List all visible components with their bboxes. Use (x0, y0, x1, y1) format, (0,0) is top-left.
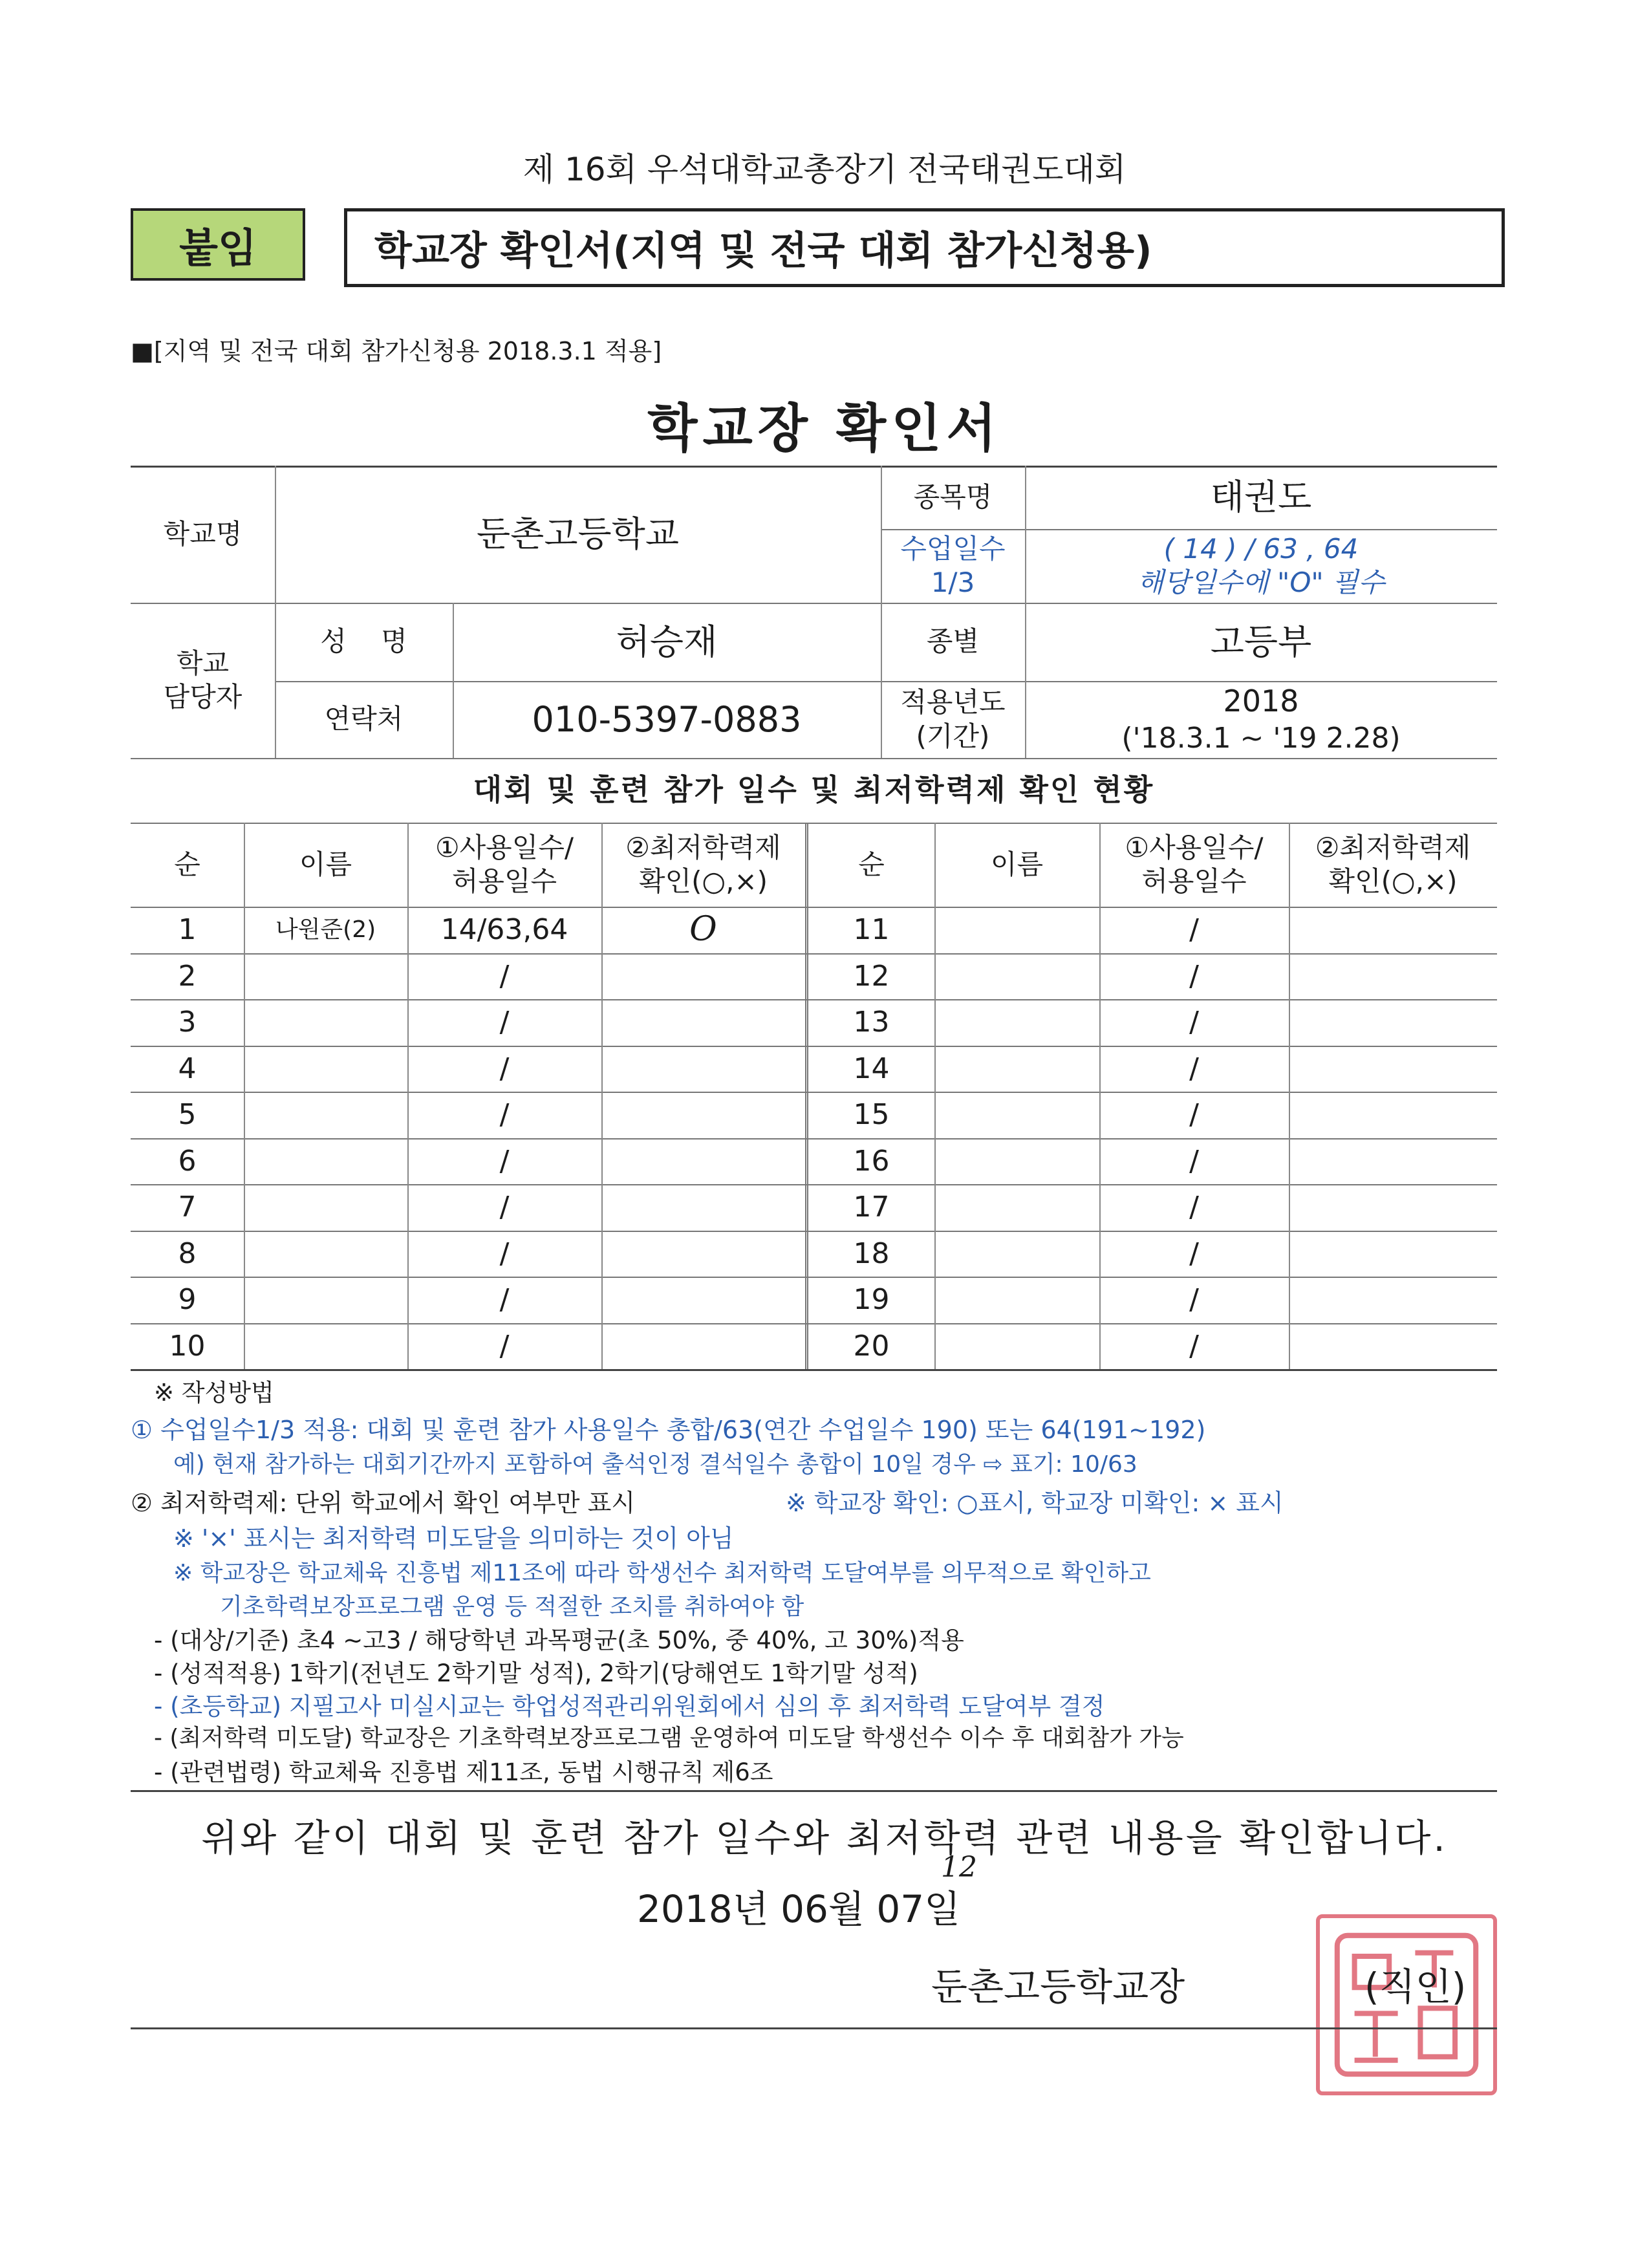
cell-name (934, 1092, 1099, 1138)
notes-rule (131, 1790, 1497, 1792)
header-days: ①사용일수/ 허용일수 (1125, 831, 1264, 897)
phone-value: 010-5397-0883 (532, 698, 802, 740)
cell-no: 16 (853, 1144, 890, 1178)
cell-check: O (689, 910, 717, 949)
cell-check (1289, 1046, 1497, 1092)
header-days: ①사용일수/ 허용일수 (435, 831, 574, 897)
cell-no: 18 (853, 1237, 890, 1270)
note-6: - (성적적용) 1학기(전년도 2학기말 성적), 2학기(당해연도 1학기말 성적) (154, 1659, 918, 1687)
header-check: ②최저학력제 확인(○,×) (625, 831, 781, 897)
cell-no: 4 (178, 1052, 197, 1085)
sport-value: 태권도 (1210, 477, 1312, 518)
principal-title: 둔촌고등학교장 (931, 1965, 1185, 2009)
cell-check (601, 953, 805, 1000)
note-2a: ② 최저학력제: 단위 학교에서 확인 여부만 표시 (131, 1489, 636, 1517)
note-7: - (초등학교) 지필고사 미실시교는 학업성적관리위원회에서 심의 후 최저학력 도달여부 결정 (154, 1692, 1105, 1720)
note-1: ① 수업일수1/3 적용: 대회 및 훈련 참가 사용일수 총합/63(연간 수업일수 190) 또는 64(191~192) (131, 1416, 1206, 1444)
sport-label: 종목명 (913, 481, 993, 513)
note-4b: 기초학력보장프로그램 운영 등 적절한 조치를 취하여야 함 (220, 1593, 804, 1620)
event-title: 제 16회 우석대학교총장기 전국태권도대회 (523, 151, 1126, 188)
cell-no: 10 (169, 1329, 206, 1363)
cell-name (934, 1323, 1099, 1370)
table-bottom-rule (131, 1369, 1497, 1371)
school-label: 학교명 (163, 517, 242, 550)
cell-days: / (499, 1006, 510, 1039)
cell-name (244, 1138, 407, 1185)
date: 2018년 06월 07일 (637, 1887, 961, 1931)
header-no: 순 (174, 848, 200, 880)
division-value: 고등부 (1210, 621, 1312, 662)
name-label: 성 명 (320, 625, 407, 658)
cell-no: 7 (178, 1191, 197, 1224)
note-5: - (대상/기준) 초4 ~고3 / 해당학년 과목평균(초 50%, 중 40%, 고 30%)적용 (154, 1626, 964, 1654)
cell-name (934, 1138, 1099, 1185)
cell-no: 17 (853, 1191, 890, 1224)
cell-days: / (499, 1191, 510, 1224)
main-title: 학교장 확인서 (647, 398, 1002, 459)
cell-days: / (499, 1052, 510, 1085)
cell-days: / (499, 1237, 510, 1270)
cell-days: / (499, 1098, 510, 1132)
contact-label: 학교 담당자 (163, 647, 242, 713)
phone-label: 연락처 (324, 703, 404, 735)
cell-days: / (1189, 1144, 1199, 1178)
cell-no: 15 (853, 1098, 890, 1132)
cell-no: 20 (853, 1329, 890, 1363)
class-days-value: ( 14 ) / 63 , 64 해당일수에 "O" 필수 (1137, 532, 1385, 598)
cell-name: 나원준(2) (275, 916, 376, 944)
cell-name (934, 1231, 1099, 1277)
cell-name (934, 999, 1099, 1046)
cell-check (601, 1323, 805, 1370)
header-name: 이름 (990, 848, 1044, 880)
cell-no: 12 (853, 959, 890, 993)
cell-no: 11 (853, 913, 890, 947)
cell-days: / (1189, 1191, 1199, 1224)
cell-name (244, 1277, 407, 1323)
note-3: ※ '×' 표시는 최저학력 미도달을 의미하는 것이 아님 (173, 1524, 734, 1553)
cell-name (244, 999, 407, 1046)
cell-name (934, 907, 1099, 953)
cell-no: 5 (178, 1098, 197, 1132)
bottom-rule (131, 2027, 1497, 2029)
class-days-label: 수업일수 1/3 (900, 532, 1006, 598)
cell-check (1289, 1184, 1497, 1231)
cell-name (934, 1184, 1099, 1231)
cell-check (1289, 907, 1497, 953)
cell-check (1289, 999, 1497, 1046)
cell-check (601, 1138, 805, 1185)
year-value: 2018 ('18.3.1 ~ '19 2.28) (1121, 684, 1401, 755)
cell-check (601, 1277, 805, 1323)
cell-name (934, 953, 1099, 1000)
cell-check (1289, 1277, 1497, 1323)
contact-name: 허승재 (616, 621, 718, 662)
cell-check (1289, 953, 1497, 1000)
note-2b: ※ 학교장 확인: ○표시, 학교장 미확인: × 표시 (786, 1489, 1284, 1517)
cell-name (934, 1277, 1099, 1323)
cell-check (601, 999, 805, 1046)
cell-no: 8 (178, 1237, 197, 1270)
header-check: ②최저학력제 확인(○,×) (1315, 831, 1471, 897)
note-1b: 예) 현재 참가하는 대회기간까지 포함하여 출석인정 결석일수 총합이 10일 경우 ⇨ 표기: 10/63 (173, 1451, 1137, 1478)
table-title: 대회 및 훈련 참가 일수 및 최저학력제 확인 현황 (473, 772, 1155, 808)
cell-name (244, 1046, 407, 1092)
cell-days: / (499, 1283, 510, 1317)
cell-days: / (499, 1144, 510, 1178)
cell-days: / (1189, 959, 1199, 993)
cell-no: 13 (853, 1006, 890, 1039)
note-4: ※ 학교장은 학교체육 진흥법 제11조에 따라 학생선수 최저학력 도달여부를 의무적으로 확인하고 (173, 1560, 1151, 1586)
cell-check (601, 1092, 805, 1138)
cell-name (244, 1231, 407, 1277)
cell-days: / (499, 959, 510, 993)
cell-days: 14/63,64 (440, 913, 568, 947)
cell-name (934, 1046, 1099, 1092)
cell-days: / (1189, 1329, 1199, 1363)
seal-label: (직인) (1364, 1965, 1467, 2009)
cell-no: 9 (178, 1283, 197, 1317)
attachment-badge: 붙임 (131, 208, 305, 281)
document-title: 학교장 확인서(지역 및 전국 대회 참가신청용) (344, 208, 1505, 287)
cell-check (1289, 1092, 1497, 1138)
applies-note: ■[지역 및 전국 대회 참가신청용 2018.3.1 적용] (131, 337, 662, 365)
cell-check (1289, 1323, 1497, 1370)
cell-no: 3 (178, 1006, 197, 1039)
cell-days: / (1189, 1052, 1199, 1085)
cell-no: 1 (178, 913, 197, 947)
cell-no: 14 (853, 1052, 890, 1085)
cell-days: / (1189, 1283, 1199, 1317)
cell-days: / (1189, 1006, 1199, 1039)
cell-days: / (499, 1329, 510, 1363)
cell-name (244, 1092, 407, 1138)
cell-days: / (1189, 1098, 1199, 1132)
note-8: - (최저학력 미도달) 학교장은 기초학력보장프로그램 운영하여 미도달 학생선수 이수 후 대회참가 가능 (154, 1725, 1184, 1751)
header-no: 순 (858, 848, 885, 880)
cell-no: 6 (178, 1144, 197, 1178)
year-label: 적용년도 (기간) (900, 686, 1006, 752)
cell-name (244, 953, 407, 1000)
cell-check (601, 1046, 805, 1092)
cell-check (601, 1184, 805, 1231)
notes-heading: ※ 작성방법 (154, 1379, 274, 1407)
cell-check (1289, 1231, 1497, 1277)
cell-name (244, 1184, 407, 1231)
cell-no: 19 (853, 1283, 890, 1317)
cell-days: / (1189, 913, 1199, 947)
cell-check (601, 1231, 805, 1277)
header-name: 이름 (299, 848, 352, 880)
cell-days: / (1189, 1237, 1199, 1270)
closing-statement: 위와 같이 대회 및 훈련 참가 일수와 최저학력 관련 내용을 확인합니다. (201, 1816, 1448, 1860)
school-name: 둔촌고등학교 (477, 513, 679, 555)
date-correction: 12 (941, 1851, 977, 1884)
cell-no: 2 (178, 959, 197, 993)
cell-check (1289, 1138, 1497, 1185)
note-9: - (관련법령) 학교체육 진흥법 제11조, 동법 시행규칙 제6조 (154, 1758, 773, 1786)
cell-name (244, 1323, 407, 1370)
division-label: 종별 (926, 625, 980, 658)
